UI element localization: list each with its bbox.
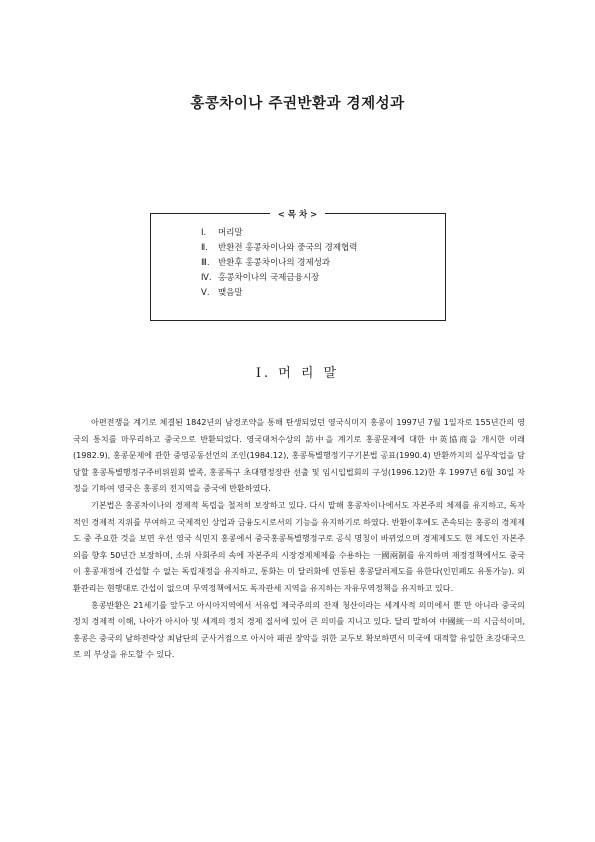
- toc-item-number: Ⅴ.: [201, 288, 210, 298]
- toc-item: [201, 271, 357, 286]
- toc-list: [201, 226, 357, 301]
- body-paragraph: 아편전쟁을 계기로 체결된 1842년의 남경조약을 통해 탄생되었던 영국식미지 홍콩이 1997년 7월 1일자로 155년간의 영국의 통치를 마무리하고 중국으로 반환되었다. 영국대처수상의 訪中을 계기로 홍콩문제에 대한 中英協商을 개시한 이래(1982.9), 홍콩문제에 관한 중영공동선언의 조인(1984.12), 홍콩특별행정기구기본법 공표(1990.4) 반환까지의 실무작업을 담당할 홍콩특별행정구주비위원회 발족, 홍콩특구 초대행정장관 선출 및 임시입법회의 구성(1996.12)한 후 1997년 6월 30일 자정을 기하여 영국은 홍콩의 전지역을 중국에 반환하였다.: [73, 417, 525, 494]
- section-heading: Ⅰ. 머 리 말: [255, 366, 340, 381]
- toc-item-number: Ⅲ.: [201, 258, 210, 268]
- toc-item: [201, 286, 357, 301]
- toc-item-label: 맺음말: [218, 288, 243, 298]
- toc-item-label: 홍콩차이나의 국제금융시장: [218, 273, 320, 283]
- section-body: [73, 414, 525, 663]
- body-paragraph: 기본법은 홍콩차이나의 경제적 독립을 철저히 보장하고 있다. 다시 말해 홍콩차이나에서도 자본주의 체제를 유지하고, 독자적인 경제적 지위를 부여하고 국제적인 상업과 금융도시로서의 기능을 유지하기로 하였다. 반환이후에도 존속되는 홍콩의 경제제도 중 주요한 것을 보면 우선 영국 식민지 홍콩에서 중국홍콩특별행정구로 공식 명칭이 바뀌었으며 경제제도도 현 제도인 자본주의를 향후 50년간 보장하며, 소위 사회주의 속에 자본주의 시장경제체제를 수용하는 一國兩制를 유지하며 재정정책에서도 중국이 홍콩재정에 간섭할 수 없는 독립재정을 유지하고, 통화는 미 달러화에 연동된 홍콩달러제도를 유한다(인민폐도 유통가능). 외환관리는 현행대로 간섭이 없으며 무역정책에서도 독자관세 지역을 유지하는 자유무역정책을 유지하고 있다.: [73, 499, 525, 593]
- document-title: 홍콩차이나 주권반환과 경제성과: [190, 95, 405, 112]
- toc-item-number: Ⅰ.: [201, 228, 207, 238]
- toc-heading: [0, 208, 595, 220]
- toc-item: [201, 241, 357, 256]
- toc-item: [201, 226, 357, 241]
- body-paragraph: 홍콩반환은 21세기를 앞두고 아시아지역에서 서유럽 제국주의의 잔재 청산이라는 세계사적 의미에서 뿐 만 아니라 중국의 정치 경제적 이해, 나아가 아시아 및 세계의 정치 경제 질서에 있어 큰 의미를 지니고 있다. 달리 말하여 中國統一의 시금석이며, 홍콩은 중국의 남하전략상 최남단의 군사거점으로 아시아 패권 장악을 위한 교두보 확보하면서 미국에 대적할 유일한 초강대국으로 의 부상을 유도할 수 있다.: [73, 599, 525, 660]
- toc-item-number: Ⅱ.: [201, 243, 208, 253]
- toc-item-label: 머리말: [218, 228, 243, 238]
- toc-item: [201, 256, 357, 271]
- toc-item-label: 반환후 홍콩차이나의 경제성과: [218, 258, 331, 268]
- toc-item-label: 반환전 홍콩차이나와 중국의 경제협력: [218, 243, 358, 253]
- toc-heading-text: < 목 차 >: [270, 210, 326, 220]
- toc-item-number: Ⅳ.: [201, 273, 212, 283]
